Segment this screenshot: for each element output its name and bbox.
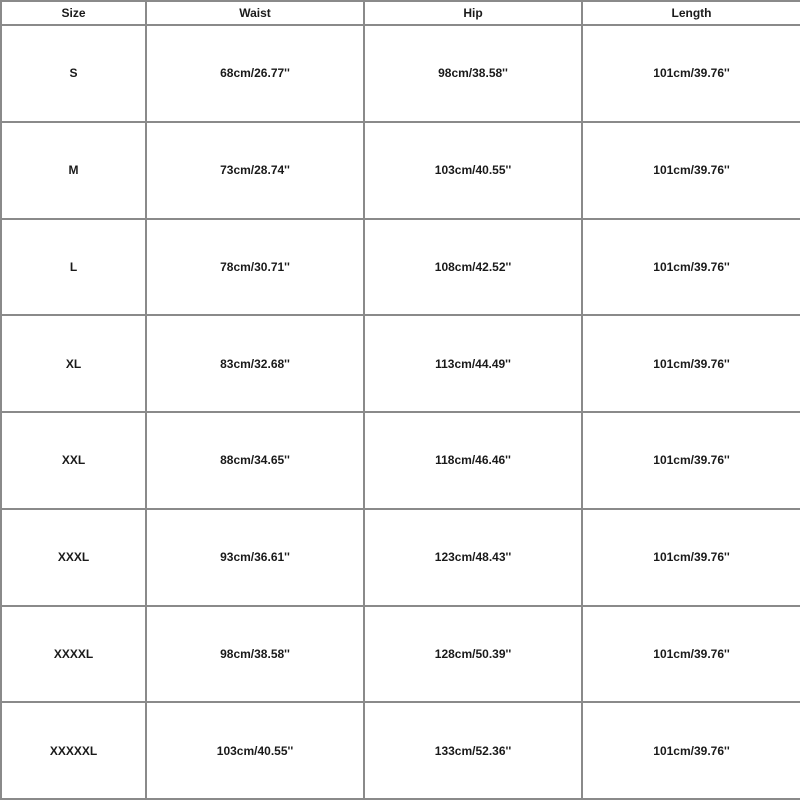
- table-header: [1, 1, 800, 25]
- cell-size: S: [1, 25, 146, 122]
- table-row: [1, 25, 800, 122]
- header-length: Length: [582, 1, 800, 25]
- cell-size: M: [1, 122, 146, 219]
- cell-length: 101cm/39.76'': [582, 702, 800, 799]
- cell-hip: 98cm/38.58'': [364, 25, 582, 122]
- cell-hip: 113cm/44.49'': [364, 315, 582, 412]
- cell-waist: 93cm/36.61'': [146, 509, 364, 606]
- cell-size: XXXXXL: [1, 702, 146, 799]
- cell-hip: 118cm/46.46'': [364, 412, 582, 509]
- table-row: [1, 315, 800, 412]
- cell-length: 101cm/39.76'': [582, 25, 800, 122]
- cell-waist: 78cm/30.71'': [146, 219, 364, 316]
- cell-length: 101cm/39.76'': [582, 219, 800, 316]
- cell-hip: 128cm/50.39'': [364, 606, 582, 703]
- cell-length: 101cm/39.76'': [582, 412, 800, 509]
- header-waist: Waist: [146, 1, 364, 25]
- table-row: [1, 219, 800, 316]
- header-size: Size: [1, 1, 146, 25]
- cell-length: 101cm/39.76'': [582, 606, 800, 703]
- table-row: [1, 702, 800, 799]
- cell-size: L: [1, 219, 146, 316]
- table-row: [1, 122, 800, 219]
- cell-hip: 108cm/42.52'': [364, 219, 582, 316]
- cell-hip: 103cm/40.55'': [364, 122, 582, 219]
- cell-size: XXL: [1, 412, 146, 509]
- table-row: [1, 509, 800, 606]
- cell-hip: 123cm/48.43'': [364, 509, 582, 606]
- cell-waist: 103cm/40.55'': [146, 702, 364, 799]
- cell-waist: 68cm/26.77'': [146, 25, 364, 122]
- cell-length: 101cm/39.76'': [582, 509, 800, 606]
- cell-waist: 98cm/38.58'': [146, 606, 364, 703]
- cell-size: XXXXL: [1, 606, 146, 703]
- table-row: [1, 606, 800, 703]
- header-row: [1, 1, 800, 25]
- cell-length: 101cm/39.76'': [582, 315, 800, 412]
- cell-waist: 88cm/34.65'': [146, 412, 364, 509]
- header-hip: Hip: [364, 1, 582, 25]
- table-row: [1, 412, 800, 509]
- cell-size: XXXL: [1, 509, 146, 606]
- cell-waist: 83cm/32.68'': [146, 315, 364, 412]
- table-body: [1, 25, 800, 799]
- cell-hip: 133cm/52.36'': [364, 702, 582, 799]
- cell-size: XL: [1, 315, 146, 412]
- cell-waist: 73cm/28.74'': [146, 122, 364, 219]
- cell-length: 101cm/39.76'': [582, 122, 800, 219]
